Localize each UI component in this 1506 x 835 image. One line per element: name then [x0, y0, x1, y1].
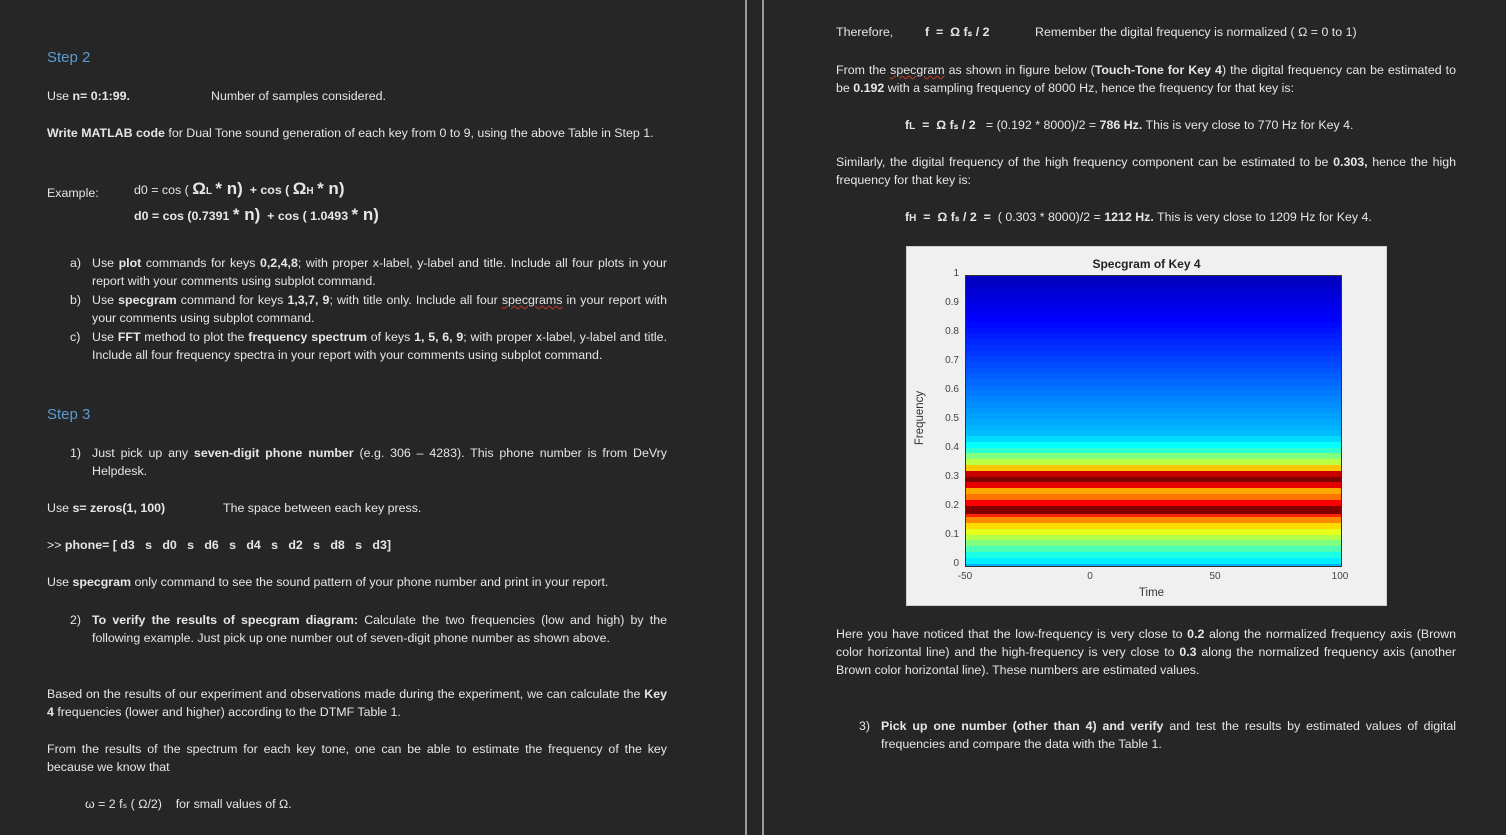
spectrogram-band: [966, 418, 1341, 424]
bold-text: f: [905, 118, 910, 132]
y-tick-label: 0.1: [945, 529, 959, 540]
spectrogram-band: [966, 436, 1341, 442]
from-results-paragraph: [47, 740, 667, 776]
text-run: hence the high frequency for that key is:: [836, 155, 1456, 187]
equation-numeric: [134, 206, 379, 225]
bold-text: 1212 Hz.: [1104, 210, 1154, 224]
bold-text: seven-digit phone number: [193, 446, 354, 460]
y-tick-label: 0.3: [945, 471, 959, 482]
spectrogram-band: [966, 356, 1341, 362]
spectrogram-band: [966, 282, 1341, 288]
spectrogram-band: [966, 563, 1341, 566]
text-run: Here you have noticed that the low-frequency is very close to: [836, 627, 1188, 641]
step2-heading: Step 2: [47, 49, 91, 66]
text-run: and test the results by estimated values of digital frequencies and compare the data with the Table 1.: [881, 719, 1457, 751]
text-run: Similarly, the digital frequency of the high frequency component can be estimated to be: [836, 155, 1334, 169]
equation-symbolic: [134, 180, 344, 201]
bold-text: H: [909, 213, 917, 224]
text-run: Use: [92, 256, 119, 270]
text-run: Calculate the two frequencies (low and high) by the following example. Just pick up one number out of seven-digit phone number as shown above.: [92, 613, 667, 645]
spectrogram-band: [966, 322, 1341, 328]
spectrogram-band: [966, 384, 1341, 390]
bold-text: 0.192: [853, 81, 885, 95]
spectrogram-band: [966, 407, 1341, 413]
spectrogram-band: [966, 287, 1341, 293]
y-tick-label: 1: [953, 268, 959, 279]
from-specgram-paragraph: [836, 61, 1456, 97]
text-run: command for keys: [176, 293, 288, 307]
text-run: Use: [47, 575, 73, 589]
write-matlab-paragraph: [47, 124, 667, 142]
spectrogram-band: [966, 304, 1341, 310]
text-run: in your report with your comments using subplot command.: [92, 293, 667, 325]
text-run: Use: [47, 501, 73, 515]
spectrogram-band: [966, 470, 1341, 476]
text-run: as shown in figure below (: [944, 63, 1095, 77]
bold-text: 786 Hz.: [1099, 118, 1143, 132]
similarly-paragraph: [836, 153, 1456, 189]
spectrogram-band: [966, 413, 1341, 419]
text-run: ; with proper x-label, y-label and title. Include all four plots in your report with your comments using subplot command.: [92, 256, 668, 288]
spectrogram-band: [966, 482, 1341, 488]
bold-text: Key 4: [47, 687, 667, 719]
spectrogram-band: [966, 505, 1341, 514]
spectrogram-band: [966, 552, 1341, 558]
y-tick-label: 0.5: [945, 413, 959, 424]
bold-text: L: [909, 121, 916, 132]
y-tick-label: 0.8: [945, 326, 959, 337]
fh-equation: [905, 208, 1372, 228]
text-run: Use: [92, 293, 119, 307]
specgram-figure: [906, 246, 1387, 606]
based-paragraph: [47, 685, 667, 721]
text-run: This is very close to 770 Hz for Key 4.: [1142, 118, 1354, 132]
omega-l-sub: L: [205, 186, 212, 197]
spectrogram-band: [966, 441, 1341, 447]
spectrogram-band: [966, 361, 1341, 367]
item2-label: 2): [70, 613, 82, 627]
page-divider-right: [762, 0, 764, 835]
spectrogram-band: [966, 310, 1341, 316]
spectrogram-band: [966, 396, 1341, 402]
eq2-plus: + cos ( 1.0493: [267, 209, 349, 223]
specgram-plot-area: [965, 275, 1342, 567]
text-run: From the results of the spectrum for each key tone, one can be able to estimate the frequency of the key because we know that: [47, 742, 667, 774]
y-tick-label: 0.2: [945, 500, 959, 511]
spectrogram-band: [966, 339, 1341, 345]
spectrogram-band: [966, 327, 1341, 333]
y-tick-label: 0.9: [945, 297, 959, 308]
item1-text: [92, 444, 667, 480]
bold-text: 1, 5, 6, 9: [414, 330, 464, 344]
text-run: method to plot the: [140, 330, 249, 344]
item3-text: [881, 717, 1456, 753]
text-run: ( 0.303 * 8000)/2 =: [990, 210, 1105, 224]
spectrogram-band: [966, 523, 1341, 529]
step3-heading: Step 3: [47, 406, 91, 423]
text-run: ; with proper x-label, y-label and title. Include all four frequency spectra in your report with your comments using subplot command.: [92, 330, 668, 362]
list-item-c: [92, 328, 667, 364]
spectrogram-band: [966, 459, 1341, 465]
text-run: Based on the results of our experiment and observations made during the experiment, we can calculate the: [47, 687, 645, 701]
text-run: of keys: [366, 330, 415, 344]
bold-text: Pick up one number (other than 4) and verify: [881, 719, 1164, 733]
text-run: with a sampling frequency of 8000 Hz, hence the frequency for that key is:: [884, 81, 1295, 95]
spectrogram-band: [966, 528, 1341, 534]
eq1-d0: d0 = cos (: [134, 183, 189, 197]
text-run: along the normalized frequency axis (Brown color horizontal line) and the high-frequency is very close to: [836, 627, 1456, 659]
eq2-term2-end: * n): [351, 205, 379, 224]
eq1-plus: + cos (: [249, 183, 290, 197]
text-run: Use: [47, 89, 73, 103]
y-tick-label: 0: [953, 558, 959, 569]
bold-text: f: [905, 210, 910, 224]
spectrogram-band: [966, 424, 1341, 430]
spectrogram-band: [966, 316, 1341, 322]
bold-text: specgram: [118, 293, 177, 307]
text-run: Just pick up any: [92, 446, 194, 460]
text-run: From the: [836, 63, 891, 77]
use-s-line: [47, 499, 165, 517]
fl-equation: [905, 116, 1354, 136]
use-specgram-line: [47, 573, 672, 591]
list-item-a: [92, 254, 667, 290]
eq1-term1-end: * n): [215, 179, 243, 198]
bold-text: 0.2: [1187, 627, 1205, 641]
bold-text: phone= [ d3 s d0 s d6 s d4 s d2 s d8 s d3]: [64, 538, 391, 552]
spellcheck-flagged-word: specgrams: [501, 293, 563, 307]
here-paragraph: [836, 625, 1456, 679]
bold-text: = Ω fₛ / 2: [915, 118, 976, 132]
text-run: (e.g. 306 – 4283). This phone number is from DeVry Helpdesk.: [92, 446, 667, 478]
spectrogram-band: [966, 465, 1341, 471]
eq2-term1-end: * n): [232, 205, 261, 224]
text-run: for Dual Tone sound generation of each key from 0 to 9, using the above Table in Step 1.: [164, 126, 654, 140]
list-item-b-label: b): [70, 293, 82, 307]
bold-text: Write MATLAB code: [47, 126, 165, 140]
spectrogram-band: [966, 367, 1341, 373]
bold-text: specgram: [72, 575, 132, 589]
eq2-d0: d0 = cos (0.7391: [134, 209, 230, 223]
text-run: = (0.192 * 8000)/2 =: [975, 118, 1100, 132]
x-tick-label: 0: [1087, 571, 1093, 582]
text-run: Use: [92, 330, 118, 344]
bold-text: To verify the results of specgram diagram:: [92, 613, 359, 627]
therefore-label: Therefore,: [836, 25, 894, 39]
list-item-b: [92, 291, 667, 327]
use-n-line: [47, 87, 130, 105]
bold-text: plot: [118, 256, 142, 270]
f-equation: f = Ω fₛ / 2: [925, 25, 990, 39]
x-tick-label: 50: [1209, 571, 1221, 582]
spectrogram-band: [966, 557, 1341, 563]
spectrogram-band: [966, 344, 1341, 350]
y-tick-label: 0.7: [945, 355, 959, 366]
bold-text: 0.303,: [1333, 155, 1368, 169]
example-label: Example:: [47, 186, 99, 200]
omega-h: Ω: [292, 179, 307, 198]
spectrogram-band: [966, 350, 1341, 356]
x-tick-label: -50: [957, 571, 973, 582]
bold-text: 0.3: [1179, 645, 1197, 659]
text-run: ; with title only. Include all four: [329, 293, 502, 307]
bold-text: FFT: [117, 330, 141, 344]
spectrogram-band: [966, 430, 1341, 436]
phone-command: [47, 536, 391, 554]
spectrogram-band: [966, 488, 1341, 494]
bold-text: = Ω fₛ / 2 =: [916, 210, 991, 224]
text-run: frequencies (lower and higher) according to the DTMF Table 1.: [53, 705, 401, 719]
bold-text: 0,2,4,8: [259, 256, 298, 270]
item3-label: 3): [859, 719, 871, 733]
spectrogram-band: [966, 379, 1341, 385]
omega-l: Ω: [192, 179, 206, 198]
spectrogram-band: [966, 299, 1341, 305]
spectrogram-band: [966, 499, 1341, 505]
x-tick-label: 100: [1331, 571, 1349, 582]
bold-text: 1,3,7, 9: [287, 293, 330, 307]
spectrogram-band: [966, 546, 1341, 552]
omega-equation: ω = 2 fₛ ( Ω/2) for small values of Ω.: [85, 797, 292, 811]
text-run: ) the digital frequency can be estimated to be: [836, 63, 1456, 95]
page-divider-left: [745, 0, 747, 835]
spectrogram-band: [966, 447, 1341, 453]
item1-label: 1): [70, 446, 82, 460]
remember-note: Remember the digital frequency is normalized ( Ω = 0 to 1): [1035, 25, 1357, 39]
bold-text: Touch-Tone for Key 4: [1094, 63, 1222, 77]
text-run: This is very close to 1209 Hz for Key 4.: [1153, 210, 1372, 224]
spectrogram-band: [966, 333, 1341, 339]
spellcheck-flagged-word: specgram: [890, 63, 945, 77]
spectrogram-band: [966, 293, 1341, 299]
list-item-a-label: a): [70, 256, 82, 270]
spectrogram-band: [966, 517, 1341, 523]
spectrogram-band: [966, 540, 1341, 546]
spectrogram-band: [966, 401, 1341, 407]
bold-text: s= zeros(1, 100): [72, 501, 166, 515]
list-item-c-label: c): [70, 330, 81, 344]
text-run: >>: [47, 538, 65, 552]
omega-h-sub: H: [306, 186, 314, 197]
y-axis-label: Frequency: [914, 390, 927, 446]
y-tick-label: 0.6: [945, 384, 959, 395]
text-run: along the normalized frequency axis (another Brown color horizontal line). These numbers are estimated values.: [836, 645, 1456, 677]
eq1-term2-end: * n): [317, 179, 345, 198]
spectrogram-band: [966, 534, 1341, 540]
spectrogram-band: [966, 476, 1341, 482]
use-s-description: The space between each key press.: [223, 501, 422, 515]
spectrogram-band: [966, 514, 1341, 517]
spectrogram-band: [966, 276, 1341, 282]
chart-title: Specgram of Key 4: [1092, 257, 1201, 271]
use-n-description: Number of samples considered.: [211, 89, 386, 103]
text-run: commands for keys: [141, 256, 260, 270]
spectrogram-band: [966, 390, 1341, 396]
spectrogram-band: [966, 494, 1341, 500]
spectrogram-band: [966, 373, 1341, 379]
x-axis-label: Time: [1138, 587, 1165, 599]
y-tick-label: 0.4: [945, 442, 959, 453]
item2-text: [92, 611, 667, 647]
bold-text: n= 0:1:99.: [72, 89, 130, 103]
bold-text: frequency spectrum: [248, 330, 367, 344]
spectrogram-band: [966, 453, 1341, 459]
text-run: only command to see the sound pattern of your phone number and print in your report.: [131, 575, 609, 589]
